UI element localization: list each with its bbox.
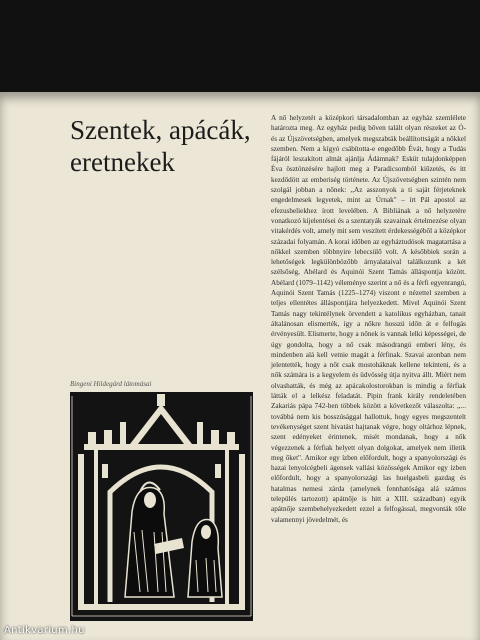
title-line-2: eretnekek (70, 147, 175, 177)
title-line-1: Szentek, apácák, (70, 115, 251, 145)
article-body (271, 113, 466, 525)
book-page (0, 92, 480, 640)
article-title (70, 114, 260, 178)
woodcut-nuns-icon (70, 392, 253, 621)
watermark: Antikvarium.hu (4, 625, 85, 636)
body-paragraph: A nő helyzetét a középkori társadalomban az egyház szemlélete határozta meg. Az egyház pedig bőven talált olyan részeket az Ó- és az Újszövetségben, amelyek megszabták beállítottságát a nőkkel szemben. Nem a kígyó csábította-e engedőbb Évát, hogy a Tudás fájáról leszakított almát ajánlja Ádámnak? Esküt tulajdonképpen Éva ösztönzésére hajlott meg a Paradicsomból kiűzetés, és itt kezdődött az emberiség története. Az Újszövetségben szintén nem szolgál jobban a nőnek: ,,Az asszonyok a ti saját férjeteknek engedelmesek legyetek, mint az Úrnak" – írt Pál apostol az efezusbeliekhez írott levelében. A Bibliának a nő helyzetére vonatkozó kijelentései és a szentatyák szavainak értelmezése olyan vitakérdés volt, amely mit sem veszített érdekességéből a középkor századai folyamán. A korai időben az egyháztudósok magatartása a nőkkel szemben többnyire lebecsülő volt. A későbbiek során a lehetőségek legkülönbözőbb árnyalataival találkozunk a két szélsőség, Abélard és Aquinói Szent Tamás álláspontja között. Abélard (1079–1142) véleménye szerint a nő és a férfi egyenrangú, Aquinói Szent Tamás (1225–1274) viszont e nézettel szemben a teljes ellentétes álláspontjára helyezkedett. Mivel Aquinói Szent Tamás nagy tekintélynek örvendett a katolikus egyházban, tanait általánosan elismerték, így a nőkre hosszú időn át e felfogás érvényesült. Elismerte, hogy a nőnek is vannak lelki képességei, de úgy gondolta, hogy a nő csak másodrangú emberi lény, és mindenben alá kell vetnie magát a férfinak. Szavai azonban nem jelentették, hogy a nőt csak mostoháknak kellene tekinteni, és a nők számára is a kegyelem és üdvösség útja nyitva állt. Miért nem olvashatták, és még az apácakolostorokban is mindig a férfiak látták el a lelkész feladatát. Pipin frank király rendeletében Zakariás pápa 742-ben többek között a következőt válaszolta: ,,... továbbá nem kis bosszúsággal hallottuk, hogy egyes megszentelt tevékenységet szent hivatást hajtanak végre, hogy oltárhoz lépnek, szent edényeket érintenek, misét mondanak, hogy a nők végezzenek a férfiak helyett olyan dolgokat, amelyek nem illetik meg őket". Amikor egy ízben előfordult, hogy a spanyolországi és hazai lenyolcégbeli ágensek vallási közösségek Amikor egy ízben előfordult, hogy a spanyolországi las huelgasbeli gazdag és hatalmas nemesi zárda (amelynek fennhatósága alá számos település tartozott) apátnője is hitt a XIII. században) egyik apátnője szembehelyezkedett ezzel a felfogással, megvonták tőle valamennyi jövedelmét, és (271, 114, 466, 524)
illustration-caption: Bingeni Hildegárd látomásai (70, 380, 152, 388)
